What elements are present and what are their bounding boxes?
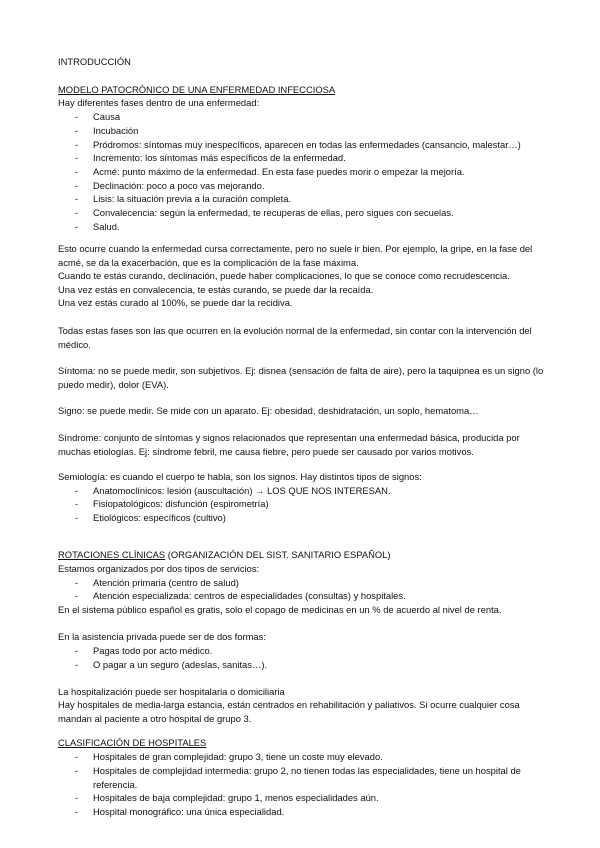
list-item: Etiológicos: específicos (cultivo) (93, 512, 226, 523)
list-item: Hospitales de baja complejidad: grupo 1, menos especialidades aún. (93, 792, 379, 803)
modelo-heading: MODELO PATOCRÓNICO DE UNA ENFERMEDAD INFECCIOSA (58, 84, 336, 95)
list-item: Convalecencia: según la enfermedad, te recuperas de ellas, pero sigues con secuelas. (93, 207, 454, 218)
paragraph: Una vez estás en convalecencia, te estás curando, se puede dar la recaída. (58, 284, 374, 295)
list-item: Atención primaria (centro de salud) (93, 577, 239, 588)
rotaciones-heading (58, 548, 548, 562)
bullet-marker: - (75, 166, 79, 177)
bullet-marker: - (75, 751, 79, 762)
bullet-marker: - (75, 193, 79, 204)
paragraph: Hay hospitales de media-larga estancia, están centrados en rehabilitación y paliativos. Si ocurre cualquier cosa mandan al paciente a otro hospital de grupo 3. (58, 699, 520, 724)
bullet-marker: - (75, 645, 79, 656)
semiologia-definition: Semiología: es cuando el cuerpo te habla, son los signos. Hay distintos tipos de signos: (58, 471, 422, 482)
paragraph: La hospitalización puede ser hospitalaria o domiciliaria (58, 686, 285, 697)
bullet-marker: - (75, 139, 79, 150)
sintoma-definition: Síntoma: no se puede medir, son subjetivos. Ej: disnea (sensación de falta de aire), pero la taquipnea es un signo (lo puedo medir), dolor (EVA). (58, 365, 544, 390)
sindrome-definition: Síndrome: conjunto de síntomas y signos relacionados que representan una enfermedad básica, producida por muchas etiologías. Ej: síndrome febril, me causa fiebre, pero puede ser causado por varios motivos. (58, 432, 520, 457)
clasificacion-heading: CLASIFICACIÓN DE HOSPITALES (58, 737, 207, 748)
bullet-marker: - (75, 577, 79, 588)
signo-definition: Signo: se puede medir. Se mide con un aparato. Ej: obesidad, deshidratación, un soplo, hematoma… (58, 405, 479, 416)
list-item: Hospital monográfico: una única especialidad. (93, 806, 285, 817)
list-item: Anatomoclínicos: lesión (auscultación) → LOS QUE NOS INTERESAN. (93, 485, 391, 496)
bullet-marker: - (75, 765, 79, 776)
list-item: Fisiopatológicos: disfunción (espirometría) (93, 498, 269, 509)
list-item: Incremento: los síntomas más específicos de la enfermedad. (93, 152, 346, 163)
list-item: Pagas todo por acto médico. (93, 645, 213, 656)
list-item: Hospitales de complejidad intermedia: grupo 2, no tienen todas las especialidades, tiene un hospital de referencia. (93, 765, 521, 790)
privada-lead: En la asistencia privada puede ser de dos formas: (58, 631, 266, 642)
list-item: Atención especializada: centros de especialidades (consultas) y hospitales. (93, 590, 406, 601)
list-item: Incubación (93, 125, 139, 136)
intro-heading: INTRODUCCIÓN (58, 56, 131, 67)
modelo-lead: Hay diferentes fases dentro de una enfermedad: (58, 97, 260, 108)
list-item: Declinación: poco a poco vas mejorando. (93, 180, 265, 191)
bullet-marker: - (75, 512, 79, 523)
bullet-marker: - (75, 125, 79, 136)
bullet-marker: - (75, 498, 79, 509)
paragraph: En el sistema público español es gratis, solo el copago de medicinas en un % de acuerdo al nivel de renta. (58, 604, 502, 615)
paragraph: Una vez estás curado al 100%, se puede dar la recidiva. (58, 297, 293, 308)
list-item: Acmé: punto máximo de la enfermedad. En esta fase puedes morir o empezar la mejoría. (93, 166, 465, 177)
bullet-marker: - (75, 659, 79, 670)
rotaciones-heading-subtitle: (ORGANIZACIÓN DEL SIST. SANITARIO ESPAÑOL) (165, 549, 391, 560)
bullet-marker: - (75, 207, 79, 218)
list-item: O pagar a un seguro (adeslas, sanitas…). (93, 659, 268, 670)
list-item: Salud. (93, 221, 120, 232)
rotaciones-lead: Estamos organizados por dos tipos de servicios: (58, 563, 260, 574)
bullet-marker: - (75, 485, 79, 496)
bullet-marker: - (75, 180, 79, 191)
list-item: Causa (93, 111, 121, 122)
bullet-marker: - (75, 111, 79, 122)
bullet-marker: - (75, 806, 79, 817)
bullet-marker: - (75, 590, 79, 601)
bullet-marker: - (75, 152, 79, 163)
paragraph: Todas estas fases son las que ocurren en la evolución normal de la enfermedad, sin contar con la intervención del médico. (58, 325, 532, 350)
bullet-marker: - (75, 792, 79, 803)
paragraph: Cuando te estás curando, declinación, puede haber complicaciones, lo que se conoce como recrudescencia. (58, 270, 510, 281)
list-item: Lisis: la situación previa a la curación completa. (93, 193, 292, 204)
bullet-marker: - (75, 221, 79, 232)
rotaciones-heading-title: ROTACIONES CLÍNICAS (58, 549, 166, 560)
paragraph: Esto ocurre cuando la enfermedad cursa correctamente, pero no suele ir bien. Por ejemplo, la gripe, en la fase del acmé, se da la exacerbación, que es la complicación de la fase máxima. (58, 243, 533, 268)
list-item: Pródromos: síntomas muy inespecíficos, aparecen en todas las enfermedades (cansancio, malestar…) (93, 139, 521, 150)
list-item: Hospitales de gran complejidad: grupo 3, tiene un coste muy elevado. (93, 751, 383, 762)
